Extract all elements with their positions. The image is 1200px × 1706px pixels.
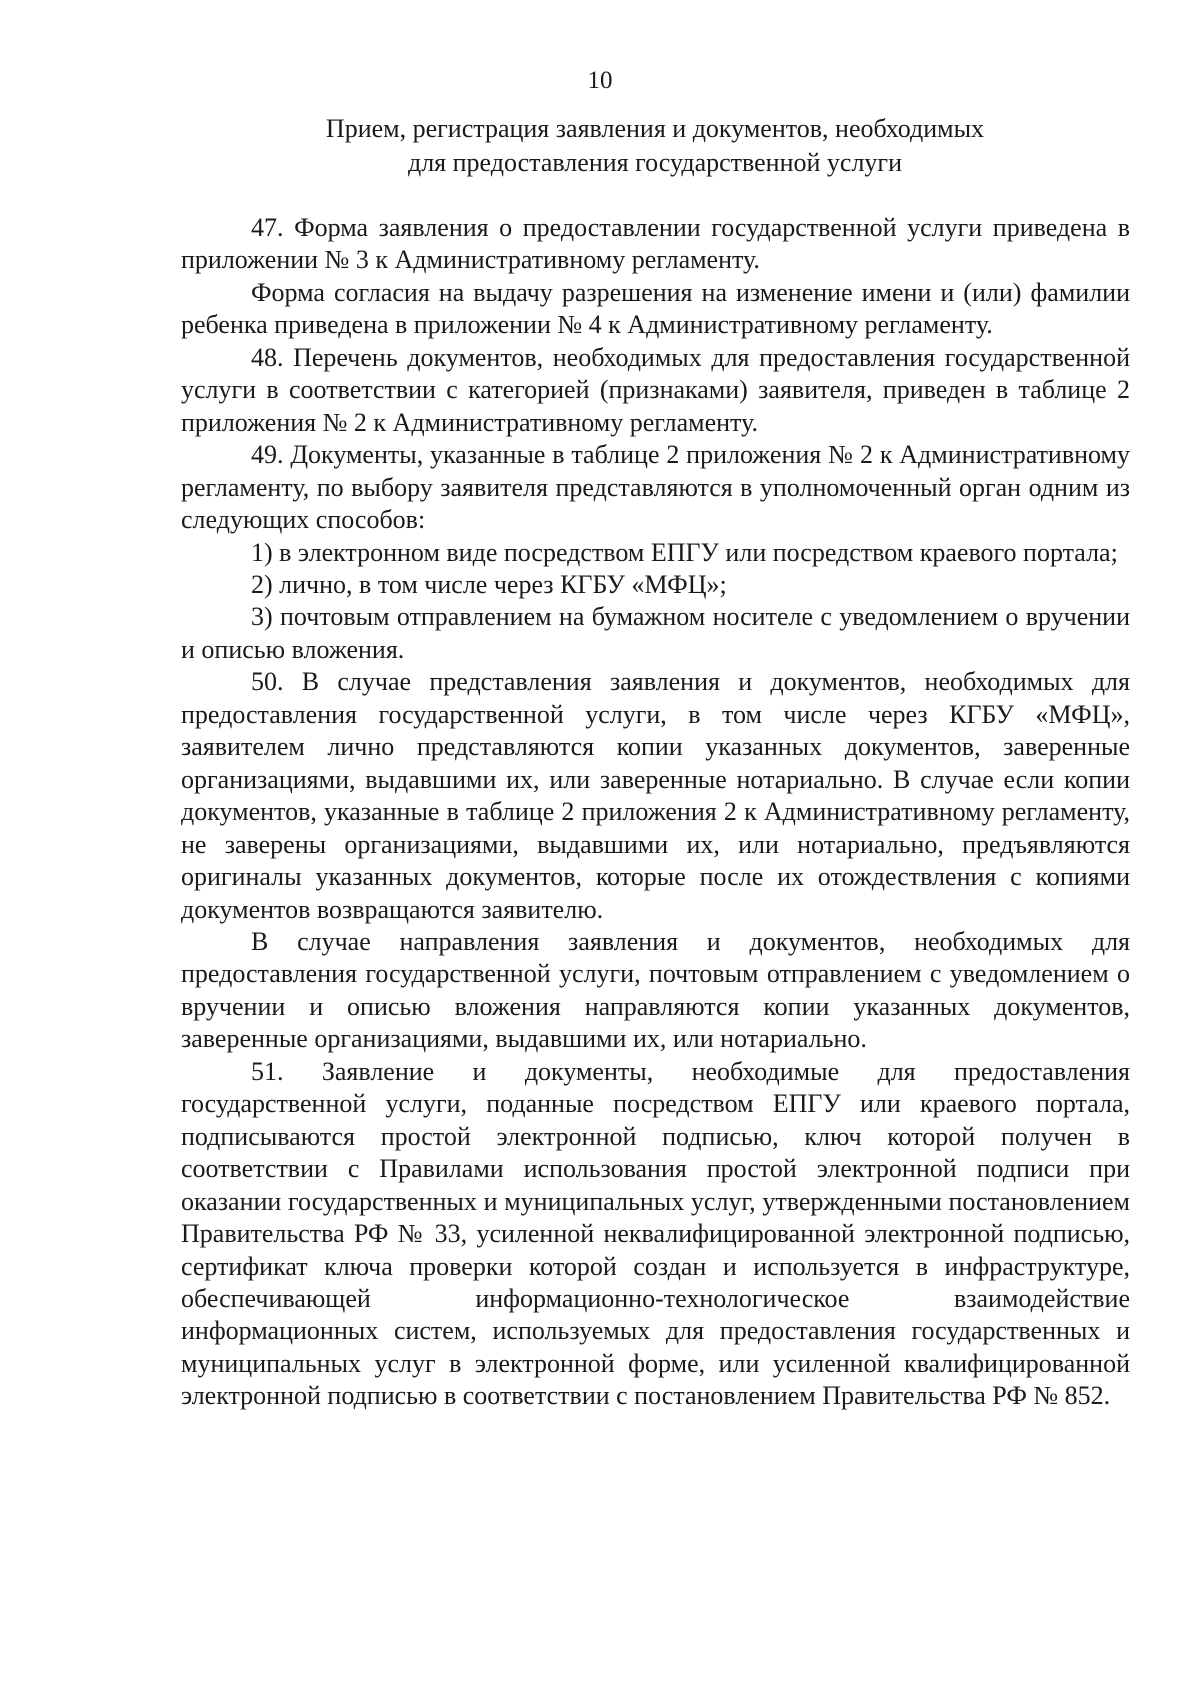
page-number: 10 — [587, 67, 613, 94]
paragraph-49: 49. Документы, указанные в таблице 2 приложения № 2 к Административному регламенту, по выбору заявителя представляются в уполномоченный орган одним из следующих способов: — [181, 440, 1130, 535]
paragraph-50: 50. В случае представления заявления и документов, необходимых для предоставления государственной услуги, в том числе через КГБУ «МФЦ», заявителем лично представляются копии указанных документов, заверенные организациями, выдавшими их, или заверенные нотариально. В случае если копии документов, указанные в таблице 2 приложения 2 к Административному регламенту, не заверены организациями, выдавшими их, или нотариально, предъявляются оригиналы указанных документов, которые после их отождествления с копиями документов возвращаются заявителю. — [181, 667, 1130, 924]
document-body — [181, 212, 1130, 1413]
heading-line-1: Прием, регистрация заявления и документов, необходимых — [325, 114, 985, 143]
heading-line-2: для предоставления государственной услуги — [407, 148, 903, 177]
section-heading — [180, 112, 1130, 180]
paragraph-50-postal: В случае направления заявления и документов, необходимых для предоставления государственной услуги, почтовым отправлением с уведомлением о вручении и описью вложения направляются копии указанных документов, заверенные организациями, выдавшими их, или нотариально. — [181, 926, 1130, 1054]
paragraph-47: 47. Форма заявления о предоставлении государственной услуги приведена в приложении № 3 к Административному регламенту. — [181, 213, 1130, 275]
list-item-postal: 3) почтовым отправлением на бумажном носителе с уведомлением о вручении и описью вложения. — [181, 602, 1130, 664]
paragraph-51: 51. Заявление и документы, необходимые для предоставления государственной услуги, поданные посредством ЕПГУ или краевого портала, подписываются простой электронной подписью, ключ которой получен в соответствии с Правилами использования простой электронной подписи при оказании государственных и муниципальных услуг, утвержденными постановлением Правительства РФ № 33, усиленной неквалифицированной электронной подписью, сертификат ключа проверки которой создан и используется в инфраструктуре, обеспечивающей информационно-технологическое взаимодействие информационных систем, используемых для предоставления государственных и муниципальных услуг в электронной форме, или усиленной квалифицированной электронной подписью в соответствии с постановлением Правительства РФ № 852. — [181, 1056, 1130, 1411]
list-item-in-person: 2) лично, в том числе через КГБУ «МФЦ»; — [251, 569, 727, 599]
list-item-electronic: 1) в электронном виде посредством ЕПГУ или посредством краевого портала; — [251, 537, 1118, 567]
paragraph-47-consent-form: Форма согласия на выдачу разрешения на изменение имени и (или) фамилии ребенка приведена в приложении № 4 к Административному регламенту. — [181, 277, 1130, 340]
paragraph-48: 48. Перечень документов, необходимых для предоставления государственной услуги в соответствии с категорией (признаками) заявителя, приведен в таблице 2 приложения № 2 к Административному регламенту. — [181, 342, 1130, 437]
